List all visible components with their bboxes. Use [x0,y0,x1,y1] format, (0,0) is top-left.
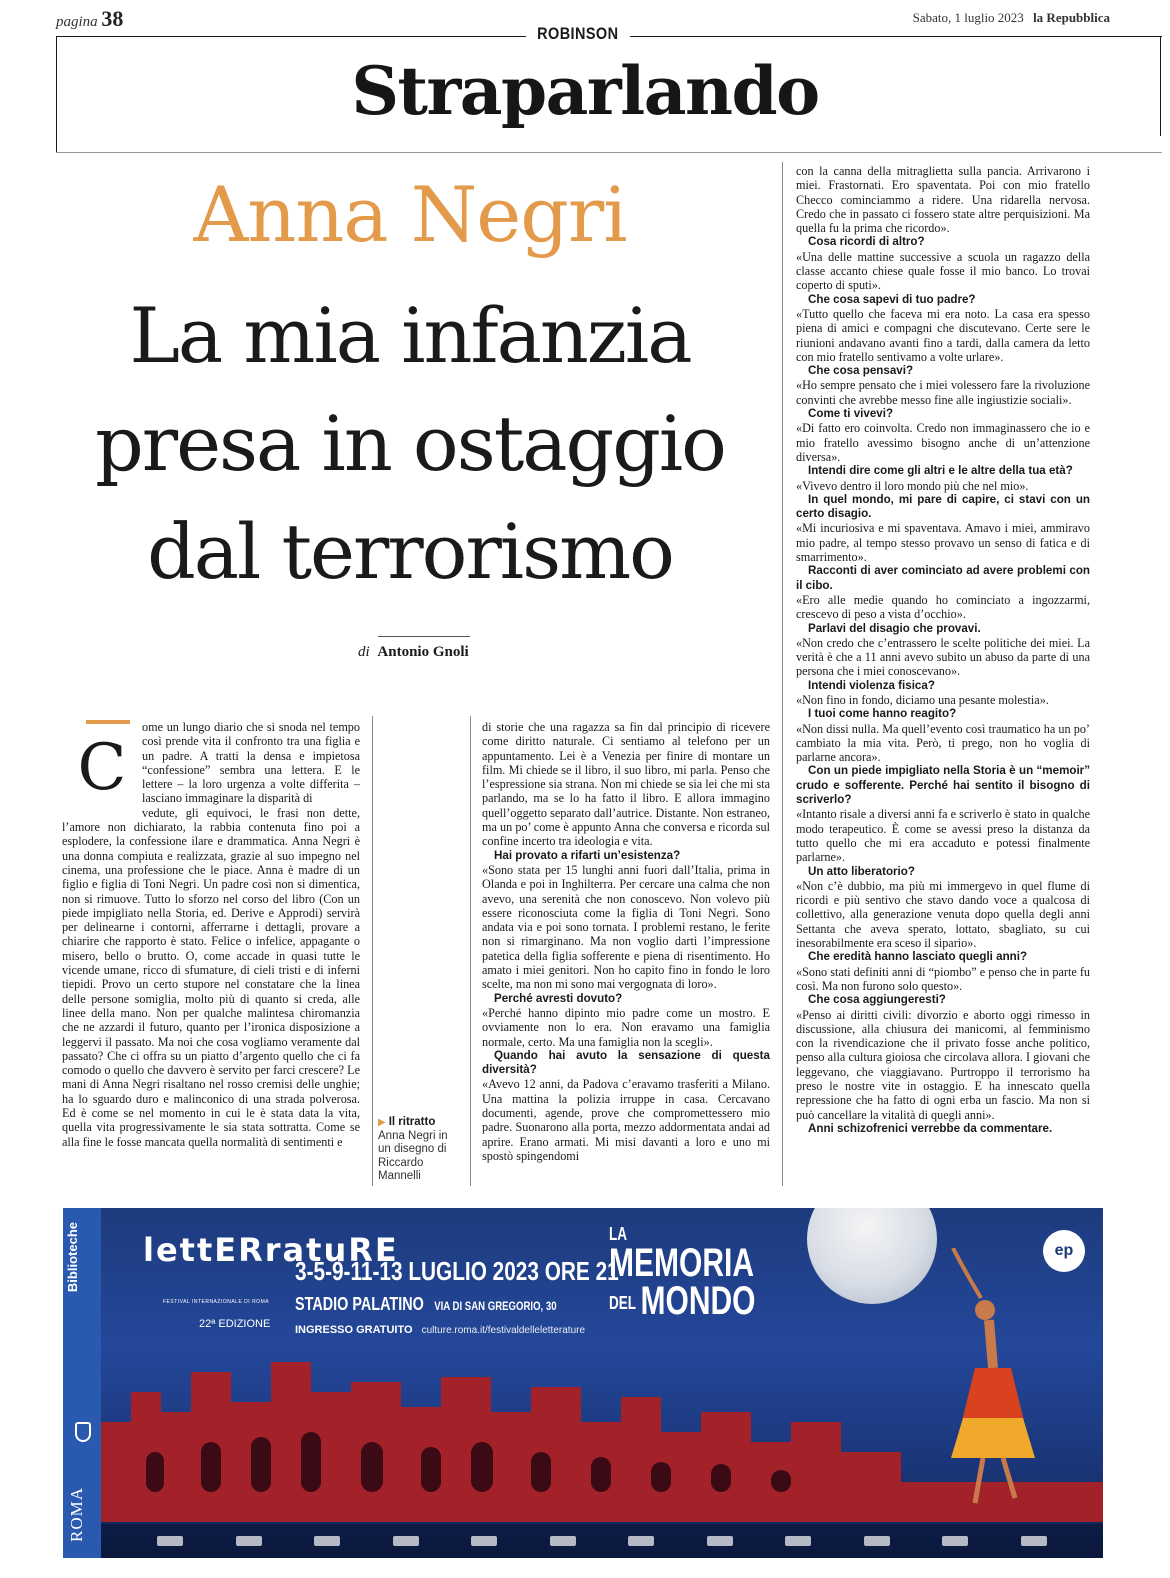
festival-edition: 22ª EDIZIONE [199,1318,271,1330]
interview-answer: «Ho sempre pensato che i miei volessero fare la rivoluzione convinti che avrebbe messo fine alle ingiustizie sociali». [796,378,1090,407]
article-column-2 [482,720,770,1182]
interview-question: Racconti di aver cominciato ad avere problemi con il cibo. [796,564,1090,592]
festival-advertisement[interactable] [63,1208,1103,1558]
issue-date-line [913,10,1110,26]
headline-line: dal terrorismo [147,507,673,596]
interview-question: Che cosa pensavi? [808,364,914,378]
ad-side-label: Biblioteche [65,1222,80,1293]
dancer-illustration [923,1248,1043,1508]
ad-city: ROMA [67,1486,86,1542]
sponsor-logo-icon [1021,1536,1047,1546]
free-entry: INGRESSO GRATUITO [295,1324,413,1336]
section-label-box [526,22,630,46]
sponsor-logo-icon [628,1536,654,1546]
lead-paragraph: ome un lungo diario che si snoda nel tempo così prende vita il confronto tra una figlia e un padre. A tratti la densa e impietosa “confessione” sembra una lettera. E le lettere – la loro urgenza a volte differita – lasciano immaginare la disparità di [142,720,360,806]
interview-answer: «Tutto quello che faceva mi era noto. La casa era spesso piena di amici e compagni che discutevano. Certe sere le riunioni andavano avanti fino a tardi, dalla camera da letto con mio fratello sentivamo a volte urlare». [796,306,1090,364]
page-number: 38 [101,6,124,31]
festival-subtitle: FESTIVAL INTERNAZIONALE DI ROMA [163,1299,270,1305]
rubric-rule [56,152,1162,153]
dropcap: C [77,731,127,805]
interviewee-name: Anna Negri [193,170,627,259]
sponsor-logo-icon [942,1536,968,1546]
free-entry-line [295,1324,585,1336]
sponsor-logo-icon [785,1536,811,1546]
interview-question: Cosa ricordi di altro? [808,235,925,249]
interview-question: Come ti vivevi? [808,407,894,421]
caption-title: Il ritratto [388,1116,436,1128]
interview-question: Intendi dire come gli altri e le altre della tua età? [808,464,1073,478]
interview-answer: «Mi incuriosiva e mi spaventava. Amavo i miei, ammiravo mio padre, al tempo stesso provavo un senso di fatica e di smarrimento». [796,521,1090,565]
interview-question: Hai provato a rifarti un’esistenza? [494,848,681,862]
article-column-3 [796,164,1090,1184]
ad-side-strip [63,1208,101,1558]
interview-answer: con la canna della mitraglietta sulla pancia. Arrivarono i miei. Frastornati. Ero spaventata. Poi con mio fratello Checco cominciammo a ridere. Una ridarella nervosa. Credo che in passato ci fossero state altre perquisizioni. Ma quella fu la prima che ricordo». [796,164,1090,236]
sponsor-logo-icon [393,1536,419,1546]
theme-word-1: MEMORIA [609,1241,754,1285]
byline [358,644,469,661]
theme-article: LA [609,1224,627,1244]
theme-word-2: MONDO [640,1279,756,1323]
page-word: pagina [56,14,98,30]
venue-name: STADIO PALATINO [295,1294,424,1314]
sponsor-logo-icon [707,1536,733,1546]
interview-question: Un atto liberatorio? [808,864,915,878]
column-divider [782,162,783,1186]
interview-answer: «Non c’è dubbio, ma più mi immergevo in quel flume di ricordi e più sentivo che stavo dando voce a qualcosa di collettivo, alla generazione venuta dopo quella degli anni Settanta che aveva sperato, lottato, sbagliato, su cui inesorabilmente era sceso il sipario». [796,878,1090,951]
caption-triangle-icon: ▶ [378,1117,386,1128]
issue-date: Sabato, 1 luglio 2023 [912,10,1024,25]
interview-answer: «Sono stata per 15 lunghi anni fuori dall’Italia, prima in Olanda e poi in Inghilterra. Per cercare una calma che non avevo, una serenità che non conoscevo. Non volevo più essere riconosciuta come la figlia di Toni Negri. Sono andata via e poi sono tornata. I problemi restano, le ferite non si rimarginano. Ma non voglio darti l’impressione patetica della figlia sofferente e piena di risentimento. Ho amato i miei genitori. Non ho capito fino in fondo le loro scelte, ma non mi sono mai vergognata di loro». [482,862,770,992]
newspaper-name: la Repubblica [1033,10,1110,25]
interview-question: Con un piede impigliato nella Storia è un “memoir” crudo e sofferente. Perché hai sentito il bisogno di scriverlo? [796,764,1090,807]
interview-answer: «Una delle mattine successive a scuola un ragazzo della classe accanto chiese quale fosse il mio banco. Lo trovai coperto di sputi». [796,249,1090,293]
festival-theme [609,1224,755,1322]
headline-line: La mia infanzia [129,291,691,380]
interview-question: In quel mondo, mi pare di capire, ci stavi con un certo disagio. [796,492,1090,521]
venue-address: VIA DI SAN GREGORIO, 30 [434,1299,557,1313]
interview-question: Che cosa sapevi di tuo padre? [808,292,976,306]
interview-question: Parlavi del disagio che provavi. [808,621,981,635]
byline-prefix: di [358,644,370,660]
interview-answer: «Ero alle medie quando ho cominciato a ingozzarmi, crescevo di peso a vista d’occhio». [796,592,1090,622]
interview-answer: «Non dissi nulla. Ma quell’evento così traumatico ha un po’ cambiato la mia vita. Però, ti prego, non ho voglia di parlarne ancora». [796,721,1090,765]
interview-answer: «Non fino in fondo, diciamo una pesante molestia». [796,692,1049,707]
sponsor-logo-icon [864,1536,890,1546]
interview-answer: «Di fatto ero coinvolta. Credo non immaginassero che io e mio fratello avessimo bisogno anche di un’attenzione diversa». [796,421,1090,464]
byline-rule [378,636,470,637]
sponsor-logo-icon [236,1536,262,1546]
festival-venue [295,1294,557,1315]
sponsor-logo-icon [157,1536,183,1546]
article-column-1 [62,720,360,1182]
column-divider [372,716,373,1186]
festival-logo: lettERratuRE [143,1231,399,1269]
interview-answer: «Intanto risale a diversi anni fa e scriverlo è stato in qualche modo terapeutico. È come se avessi preso la distanza da tutto quello che mi era accaduto e potessi finalmente parlarne». [796,807,1090,865]
moon-icon [807,1208,937,1304]
theme-preposition: DEL [609,1293,636,1314]
interview-answer: «Non credo che c’entrassero le scelte politiche dei miei. La verità è che a 11 anni avevo subito un abuso da parte di una persona che i miei conoscevano». [796,635,1090,679]
column-divider [470,716,471,1186]
sponsor-logo-icon [471,1536,497,1546]
festival-dates: 3-5-9-11-13 LUGLIO 2023 ORE 21 [295,1256,619,1286]
interview-answer: «Perché hanno dipinto mio padre come un mostro. E ovviamente non lo era. Non eravamo una famiglia normale, certo. Ma una famiglia non la scegli». [482,1005,770,1049]
sponsor-logo-icon [550,1536,576,1546]
headline [60,282,760,606]
interview-question: Quando hai avuto la sensazione di questa diversità? [482,1048,770,1077]
sponsor-logo-icon [314,1536,340,1546]
festival-url[interactable]: culture.roma.it/festivaldelleletterature [421,1325,586,1336]
interview-answer: «Vivevo dentro il loro mondo più che nel mio». [796,478,1029,493]
interview-question: Intendi violenza fisica? [808,678,935,692]
interview-question: Perché avresti dovuto? [494,991,623,1005]
headline-line: presa in ostaggio [95,399,725,488]
interview-answer: «Avevo 12 anni, da Padova c’eravamo trasferiti a Milano. Una mattina la polizia irruppe in casa. Cercavano documenti, agende, prove che compromettessero mio padre. Suonarono alla porta, mezzo addormentata andai ad aprire. Erano armati. Mi misi davanti a loro e uno mi spostò spingendomi [482,1077,770,1163]
caption-text: Anna Negri in un disegno di Riccardo Mannelli [378,1129,448,1182]
interview-question: I tuoi come hanno reagito? [808,707,957,721]
interview-question: Che cosa aggiungeresti? [808,993,946,1007]
body-paragraph: vedute, gli equivoci, le frasi non dette, l’amore non dichiarato, la rabbia contenuta fino poi a esplodere, la confessione ilare e drammatica. Anna Negri è una donna compiuta e realizzata, grazie al suo impegno nel cinema, una professione che le piace. Anna è madre di un figlio e figlia di Toni Negri. Un padre così non si dimentica, non si rimuove. Tutto lo sforzo nel corso del libro (Con un piede impigliato nella Storia, ed. Derive e Approdi) servirà per delinearne i contorni, afferrarne i dettagli, provare a chiarire che rapporto è stato. Felice o infelice, appagante o misero, bello o brutto. O, come accade in quasi tutte le vicende umane, ricco di sfumature, di cieli tristi e di inferni tiepidi. Provo un certo stupore nel constatare che la linea delle persone somiglia, molto più di quanto si creda, alle linee della mano. Non per qualche malintesa chiromanzia che ne azzardi il futuro, quanto per l’ironica disposizione a leggervi il passato. Ma noi che cosa vogliamo veramente dal passato? Che ci offra su un piatto d’argento quello che ci fa comodo o quello che davvero è servito per farci crescere? Le mani di Anna Negri risaltano nel rosso cremisi delle unghie; ha lo sguardo duro e malinconico di una strada polverosa. Ed è come se nel momento in cui le è stata data la vita, quella vita progressivamente le sia stata sottratta. Come se alla fine le fosse mancata quella normalità di sentimenti e [62,805,360,1149]
roma-crest-icon [75,1422,91,1442]
festival-badge-icon: ep [1043,1230,1085,1272]
sponsor-strip [101,1524,1103,1558]
interview-question: Anni schizofrenici verrebbe da commentare. [808,1121,1053,1135]
interview-answer: di storie che una ragazza sa fin dal principio di ricevere come diritto naturale. Ci sentiamo al telefono per un appuntamento. Lei è a Venezia per finire di montare un film. Mi chiede se il libro, il suo libro, mi parla. Penso che l’espressione sia strana. Non mi chiede se sia lei che mi sta parlando, ma se lo ha fatto il libro. E allora immagino quell’oggetto separato dall’autrice. Distante. Non estraneo, ma un po’ come è appunto Anna che conversa e ricorda sul confine incerto tra ideologia e vita. [482,720,770,849]
section-label: ROBINSON [537,24,619,43]
interview-answer: «Penso ai diritti civili: divorzio e aborto oggi rimesso in discussione, alla chiusura dei manicomi, al femminismo con la rivendicazione che il privato fosse anche politico, penso alla cultura gioiosa che circolava allora. I giovani che leggevano, che viaggiavano. Purtroppo il terrorismo ha preso le nostre vite in ostaggio. E ha innescato quella repressione che ha fatto di ogni erba un fascio. Ma non si può cancellare la vitalità di quegli anni». [796,1007,1090,1122]
dropcap-box [62,720,142,818]
byline-author: Antonio Gnoli [377,644,469,660]
rubric-title: Straparlando [351,52,819,130]
portrait-caption [378,1116,462,1184]
interview-question: Che eredità hanno lasciato quegli anni? [808,950,1028,964]
interview-answer: «Sono stati definiti anni di “piombo” e penso che in parte fu così. Ma non furono solo questo». [796,964,1090,993]
page-label [56,6,123,32]
